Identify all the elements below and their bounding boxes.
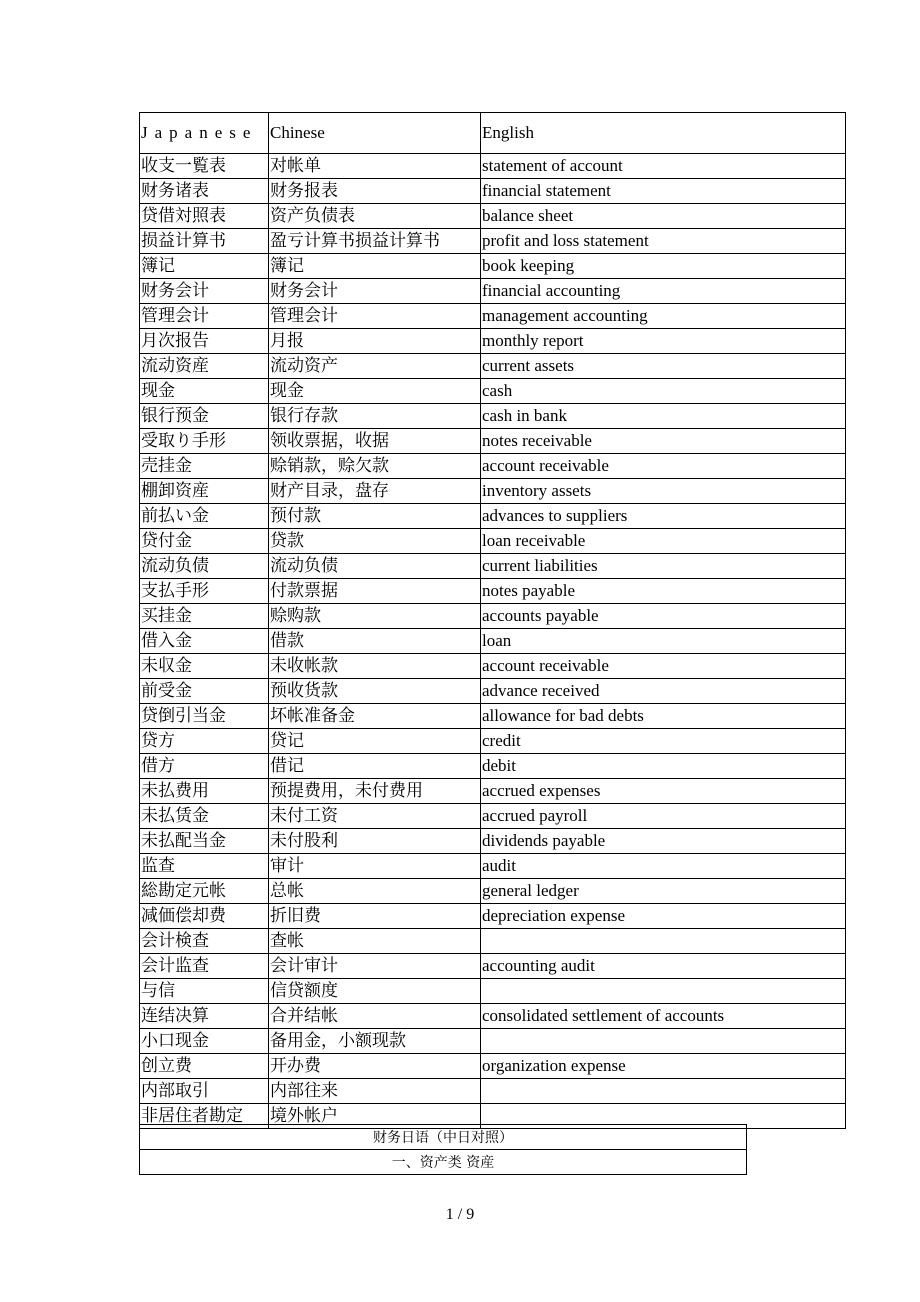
chinese-term: 贷款 [269, 529, 481, 554]
table-row [140, 679, 846, 704]
title-table [139, 1124, 747, 1175]
english-term: organization expense [481, 1054, 846, 1079]
chinese-term: 财务报表 [269, 179, 481, 204]
chinese-term: 资产负债表 [269, 204, 481, 229]
table-row [140, 429, 846, 454]
english-term: dividends payable [481, 829, 846, 854]
header-english: English [481, 113, 846, 154]
english-term: notes payable [481, 579, 846, 604]
chinese-term: 财产目录，盘存 [269, 479, 481, 504]
chinese-term: 会计审计 [269, 954, 481, 979]
english-term: account receivable [481, 654, 846, 679]
japanese-term: 收支一覧表 [140, 154, 269, 179]
table-row [140, 1004, 846, 1029]
table-row [140, 154, 846, 179]
table-row [140, 579, 846, 604]
english-term [481, 979, 846, 1004]
chinese-term: 未付股利 [269, 829, 481, 854]
japanese-term: 贷方 [140, 729, 269, 754]
table-row [140, 554, 846, 579]
table-row [140, 254, 846, 279]
chinese-term: 赊购款 [269, 604, 481, 629]
english-term: accrued expenses [481, 779, 846, 804]
chinese-term: 财务会计 [269, 279, 481, 304]
chinese-term: 借款 [269, 629, 481, 654]
chinese-term: 贷记 [269, 729, 481, 754]
header-japanese: Japanese [140, 113, 269, 154]
japanese-term: 非居住者勘定 [140, 1104, 269, 1129]
chinese-term: 现金 [269, 379, 481, 404]
glossary-table-body [140, 154, 846, 1129]
english-term: audit [481, 854, 846, 879]
japanese-term: 管理会计 [140, 304, 269, 329]
table-row [140, 929, 846, 954]
section-heading: 一、资产类 资産 [140, 1150, 747, 1175]
chinese-term: 未收帐款 [269, 654, 481, 679]
english-term: cash in bank [481, 404, 846, 429]
table-row [140, 204, 846, 229]
english-term: general ledger [481, 879, 846, 904]
japanese-term: 贷借対照表 [140, 204, 269, 229]
table-row [140, 779, 846, 804]
japanese-term: 前払い金 [140, 504, 269, 529]
english-term: advance received [481, 679, 846, 704]
english-term: advances to suppliers [481, 504, 846, 529]
chinese-term: 预收货款 [269, 679, 481, 704]
table-row [140, 654, 846, 679]
english-term: cash [481, 379, 846, 404]
japanese-term: 前受金 [140, 679, 269, 704]
english-term: accounting audit [481, 954, 846, 979]
english-term: consolidated settlement of accounts [481, 1004, 846, 1029]
japanese-term: 未払赁金 [140, 804, 269, 829]
japanese-term: 総勘定元帐 [140, 879, 269, 904]
table-row [140, 804, 846, 829]
japanese-term: 借方 [140, 754, 269, 779]
table-row [140, 829, 846, 854]
chinese-term: 领收票据，收据 [269, 429, 481, 454]
chinese-term: 查帐 [269, 929, 481, 954]
japanese-term: 支払手形 [140, 579, 269, 604]
english-term: current assets [481, 354, 846, 379]
chinese-term: 付款票据 [269, 579, 481, 604]
english-term [481, 1029, 846, 1054]
english-term: credit [481, 729, 846, 754]
japanese-term: 未収金 [140, 654, 269, 679]
japanese-term: 连结决算 [140, 1004, 269, 1029]
japanese-term: 借入金 [140, 629, 269, 654]
chinese-term: 月报 [269, 329, 481, 354]
english-term: loan receivable [481, 529, 846, 554]
table-row [140, 879, 846, 904]
chinese-term: 审计 [269, 854, 481, 879]
table-row [140, 904, 846, 929]
english-term: monthly report [481, 329, 846, 354]
japanese-term: 与信 [140, 979, 269, 1004]
table-row [140, 729, 846, 754]
english-term [481, 929, 846, 954]
table-row [140, 379, 846, 404]
english-term: book keeping [481, 254, 846, 279]
english-term: depreciation expense [481, 904, 846, 929]
table-row [140, 704, 846, 729]
english-term: accrued payroll [481, 804, 846, 829]
english-term: current liabilities [481, 554, 846, 579]
table-row [140, 479, 846, 504]
chinese-term: 簿记 [269, 254, 481, 279]
japanese-term: 贷倒引当金 [140, 704, 269, 729]
chinese-term: 备用金，小额现款 [269, 1029, 481, 1054]
table-row [140, 629, 846, 654]
english-term: allowance for bad debts [481, 704, 846, 729]
chinese-term: 坏帐准备金 [269, 704, 481, 729]
japanese-term: 监查 [140, 854, 269, 879]
japanese-term: 月次报告 [140, 329, 269, 354]
chinese-term: 合并结帐 [269, 1004, 481, 1029]
japanese-term: 流动负债 [140, 554, 269, 579]
document-title: 财务日语（中日对照） [140, 1125, 747, 1150]
chinese-term: 总帐 [269, 879, 481, 904]
chinese-term: 盈亏计算书损益计算书 [269, 229, 481, 254]
japanese-term: 売挂金 [140, 454, 269, 479]
table-row [140, 229, 846, 254]
table-row [140, 604, 846, 629]
japanese-term: 贷付金 [140, 529, 269, 554]
table-row [140, 354, 846, 379]
japanese-term: 小口现金 [140, 1029, 269, 1054]
table-row [140, 1029, 846, 1054]
chinese-term: 管理会计 [269, 304, 481, 329]
table-header-row [140, 113, 846, 154]
japanese-term: 未払配当金 [140, 829, 269, 854]
table-row [140, 754, 846, 779]
english-term: statement of account [481, 154, 846, 179]
japanese-term: 未払费用 [140, 779, 269, 804]
chinese-term: 借记 [269, 754, 481, 779]
japanese-term: 内部取引 [140, 1079, 269, 1104]
japanese-term: 创立费 [140, 1054, 269, 1079]
table-row [140, 304, 846, 329]
table-row [140, 954, 846, 979]
japanese-term: 簿记 [140, 254, 269, 279]
chinese-term: 流动负债 [269, 554, 481, 579]
english-term: notes receivable [481, 429, 846, 454]
table-row [140, 979, 846, 1004]
english-term [481, 1079, 846, 1104]
english-term: accounts payable [481, 604, 846, 629]
japanese-term: 财务会计 [140, 279, 269, 304]
japanese-term: 买挂金 [140, 604, 269, 629]
japanese-term: 会计検查 [140, 929, 269, 954]
chinese-term: 内部往来 [269, 1079, 481, 1104]
japanese-term: 银行预金 [140, 404, 269, 429]
japanese-term: 棚卸资産 [140, 479, 269, 504]
chinese-term: 预提费用，未付费用 [269, 779, 481, 804]
table-row [140, 854, 846, 879]
table-row [140, 529, 846, 554]
english-term: account receivable [481, 454, 846, 479]
english-term: financial accounting [481, 279, 846, 304]
english-term: profit and loss statement [481, 229, 846, 254]
page-number: 1 / 9 [445, 1206, 475, 1223]
section-row [140, 1150, 747, 1175]
chinese-term: 银行存款 [269, 404, 481, 429]
english-term: loan [481, 629, 846, 654]
japanese-term: 现金 [140, 379, 269, 404]
english-term: management accounting [481, 304, 846, 329]
japanese-term: 受取り手形 [140, 429, 269, 454]
title-row [140, 1125, 747, 1150]
japanese-term: 会计监查 [140, 954, 269, 979]
table-row [140, 1079, 846, 1104]
english-term: balance sheet [481, 204, 846, 229]
table-row [140, 504, 846, 529]
chinese-term: 预付款 [269, 504, 481, 529]
table-row [140, 279, 846, 304]
english-term: inventory assets [481, 479, 846, 504]
header-chinese: Chinese [269, 113, 481, 154]
japanese-term: 减価偿却费 [140, 904, 269, 929]
chinese-term: 对帐单 [269, 154, 481, 179]
table-row [140, 329, 846, 354]
japanese-term: 损益计算书 [140, 229, 269, 254]
chinese-term: 信贷额度 [269, 979, 481, 1004]
japanese-term: 财务诸表 [140, 179, 269, 204]
japanese-term: 流动资産 [140, 354, 269, 379]
chinese-term: 赊销款，赊欠款 [269, 454, 481, 479]
chinese-term: 境外帐户 [269, 1104, 481, 1129]
table-row [140, 179, 846, 204]
glossary-table [139, 112, 846, 1129]
table-row [140, 454, 846, 479]
chinese-term: 折旧费 [269, 904, 481, 929]
chinese-term: 未付工资 [269, 804, 481, 829]
english-term: financial statement [481, 179, 846, 204]
table-row [140, 404, 846, 429]
english-term: debit [481, 754, 846, 779]
table-row [140, 1054, 846, 1079]
chinese-term: 流动资产 [269, 354, 481, 379]
chinese-term: 开办费 [269, 1054, 481, 1079]
